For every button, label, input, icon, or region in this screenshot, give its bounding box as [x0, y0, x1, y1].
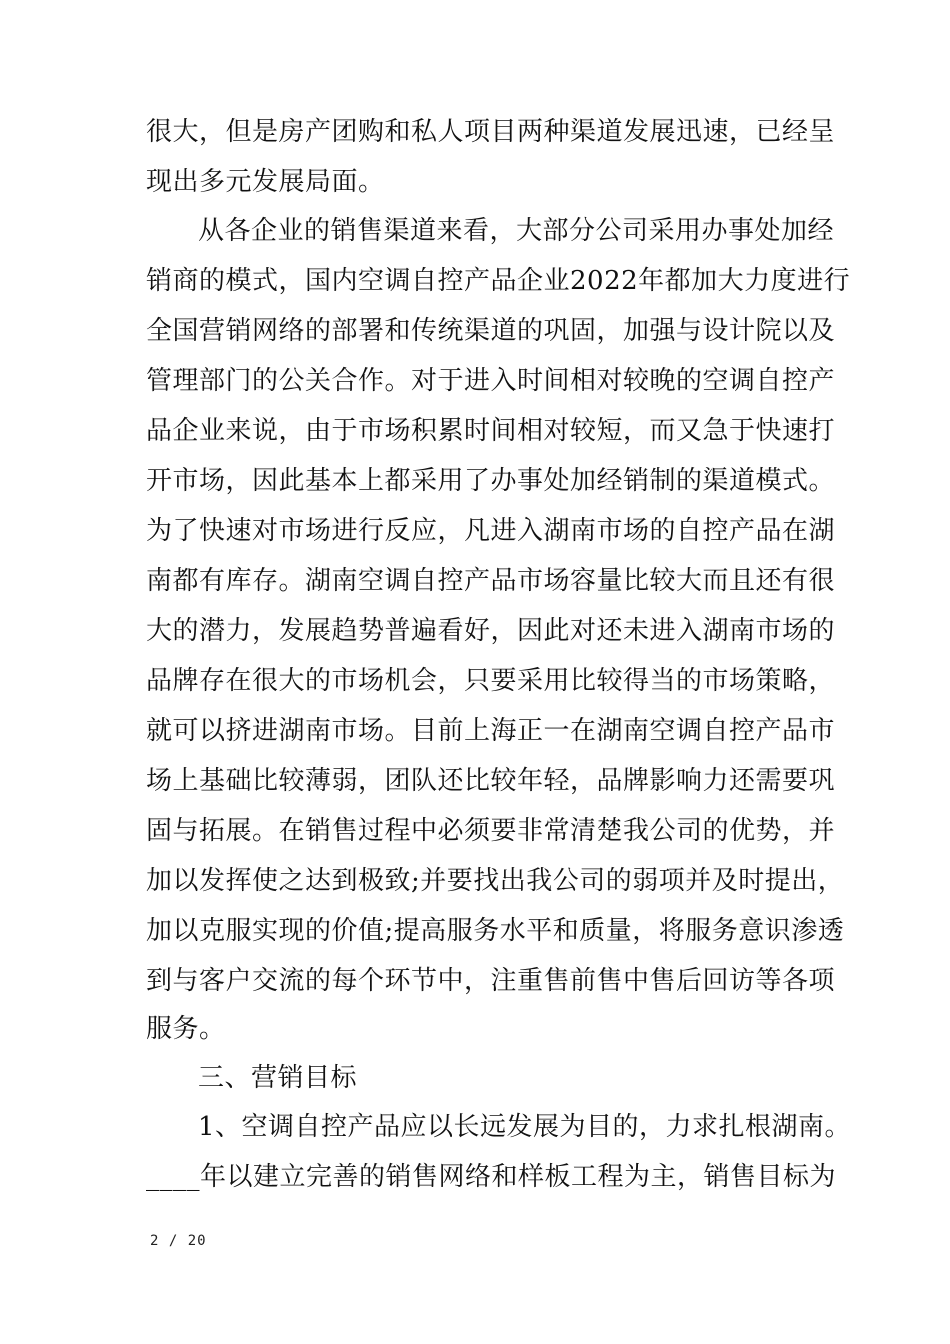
page-number: 2 / 20: [150, 1233, 207, 1249]
body-line-12: 品牌存在很大的市场机会，只要采用比较得当的市场策略，: [146, 666, 836, 696]
body-line-11: 大的潜力，发展趋势普遍看好，因此对还未进入湖南市场的: [146, 616, 836, 646]
body-line-4: 销商的模式，国内空调自控产品企业2022年都加大力度进行: [146, 266, 851, 296]
body-line-9: 为了快速对市场进行反应，凡进入湖南市场的自控产品在湖: [146, 516, 836, 546]
body-line-7: 品企业来说，由于市场积累时间相对较短，而又急于快速打: [146, 416, 836, 446]
body-line-14: 场上基础比较薄弱，团队还比较年轻，品牌影响力还需要巩: [146, 766, 836, 796]
body-line-16: 加以发挥使之达到极致;并要找出我公司的弱项并及时提出，: [146, 866, 845, 896]
body-line-5: 全国营销网络的部署和传统渠道的巩固，加强与设计院以及: [146, 316, 836, 346]
body-line-17: 加以克服实现的价值;提高服务水平和质量，将服务意识渗透: [146, 916, 845, 946]
section-heading: 三、营销目标: [198, 1063, 358, 1093]
body-line-1: 很大，但是房产团购和私人项目两种渠道发展迅速，已经呈: [146, 117, 836, 147]
body-line-19: 服务。: [146, 1014, 226, 1044]
body-line-15: 固与拓展。在销售过程中必须要非常清楚我公司的优势，并: [146, 816, 836, 846]
body-line-22: ____年以建立完善的销售网络和样板工程为主，销售目标为: [146, 1162, 837, 1192]
body-line-18: 到与客户交流的每个环节中，注重售前售中售后回访等各项: [146, 966, 836, 996]
body-line-10: 南都有库存。湖南空调自控产品市场容量比较大而且还有很: [146, 566, 836, 596]
body-line-6: 管理部门的公关合作。对于进入时间相对较晚的空调自控产: [146, 366, 836, 396]
body-line-8: 开市场，因此基本上都采用了办事处加经销制的渠道模式。: [146, 466, 836, 496]
body-line-21: 1、空调自控产品应以长远发展为目的，力求扎根湖南。: [198, 1112, 852, 1142]
body-line-2: 现出多元发展局面。: [146, 167, 385, 197]
body-line-13: 就可以挤进湖南市场。目前上海正一在湖南空调自控产品市: [146, 716, 836, 746]
body-line-3: 从各企业的销售渠道来看，大部分公司采用办事处加经: [198, 216, 835, 246]
